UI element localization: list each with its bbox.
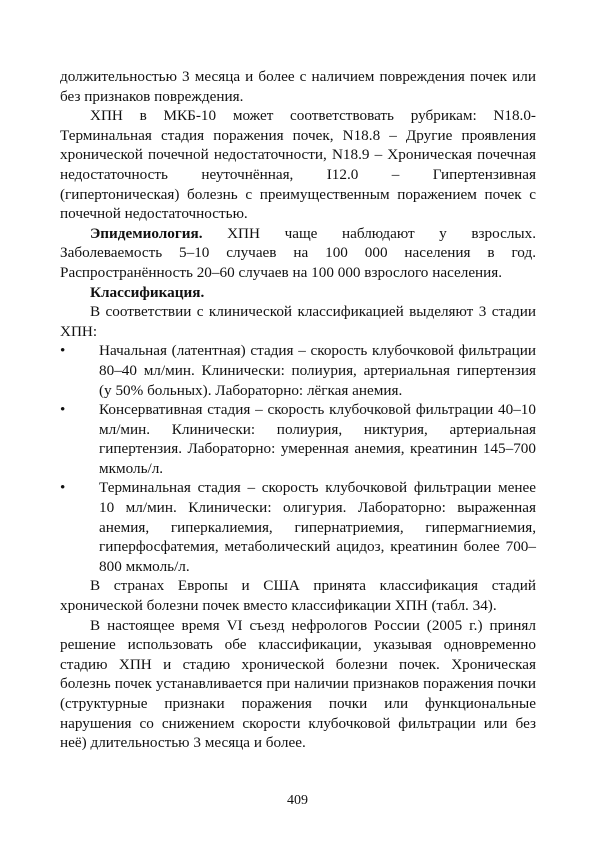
epidemiology-text: ХПН чаще наблюдают у взрослых. Заболеваемость 5–10 случаев на 100 000 населения в год. Распространённость 20–60 случаев на 100 000 взрослого населения. xyxy=(60,224,537,281)
paragraph-epidemiology xyxy=(60,224,536,283)
paragraph-europe: В странах Европы и США принята классификация стадий хронической болезни почек вместо классификации ХПН (табл. 34). xyxy=(60,577,536,615)
list-item xyxy=(60,400,536,478)
list-item-text: Терминальная стадия – скорость клубочковой фильтрации менее 10 мл/мин. Клинически: олигурия. Лабораторно: выраженная анемия, гиперкалиемия, гипернатриемия, гипермагниемия, гиперфосфатемия, метаболический ацидоз, креатинин более 700–800 мкмоль/л. xyxy=(99,479,536,575)
paragraph-icd10: ХПН в МКБ-10 может соответствовать рубрикам: N18.0- Терминальная стадия поражения почек, N18.8 – Другие проявления хронической почечной недостаточности, N18.9 – Хроническая почечная недостаточность неуточнённая, I12.0 – Гипертензивная (гипертоническая) болезнь с преимущественным поражением почек с почечной недостаточностью. xyxy=(60,107,536,223)
classification-heading: Классификация. xyxy=(90,283,205,301)
bullet-icon: • xyxy=(60,342,66,360)
list-item xyxy=(60,341,536,400)
list-item xyxy=(60,478,536,576)
page-body xyxy=(60,67,536,753)
page-number: 409 xyxy=(287,793,308,808)
paragraph-continuation: должительностью 3 месяца и более с наличием повреждения почек или без признаков повреждения. xyxy=(60,68,536,105)
paragraph-classification-intro: В соответствии с клинической классификацией выделяют 3 стадии ХПН: xyxy=(60,303,536,340)
list-item-text: Консервативная стадия – скорость клубочковой фильтрации 40–10 мл/мин. Клинически: полиурия, никтурия, артериальная гипертензия. Лабораторно: умеренная анемия, креатинин 145–700 мкмоль/л. xyxy=(99,401,536,477)
epidemiology-heading: Эпидемиология. xyxy=(90,224,203,242)
paragraph-classification-heading xyxy=(60,283,536,303)
stage-list xyxy=(60,341,536,576)
list-item-text: Начальная (латентная) стадия – скорость клубочковой фильтрации 80–40 мл/мин. Клинически: полиурия, артериальная гипертензия (у 50% больных). Лабораторно: лёгкая анемия. xyxy=(99,342,536,399)
paragraph-current-practice: В настоящее время VI съезд нефрологов России (2005 г.) принял решение использовать обе классификации, указывая одновременно стадию ХПН и стадию хронической болезни почек. Хроническая болезнь почек устанавливается при наличии признаков поражения почки (структурные признаки поражения почки или функциональные нарушения со снижением скорости клубочковой фильтрации или без неё) длительностью 3 месяца и более. xyxy=(60,616,536,752)
bullet-icon: • xyxy=(60,401,66,419)
bullet-icon: • xyxy=(60,479,66,497)
